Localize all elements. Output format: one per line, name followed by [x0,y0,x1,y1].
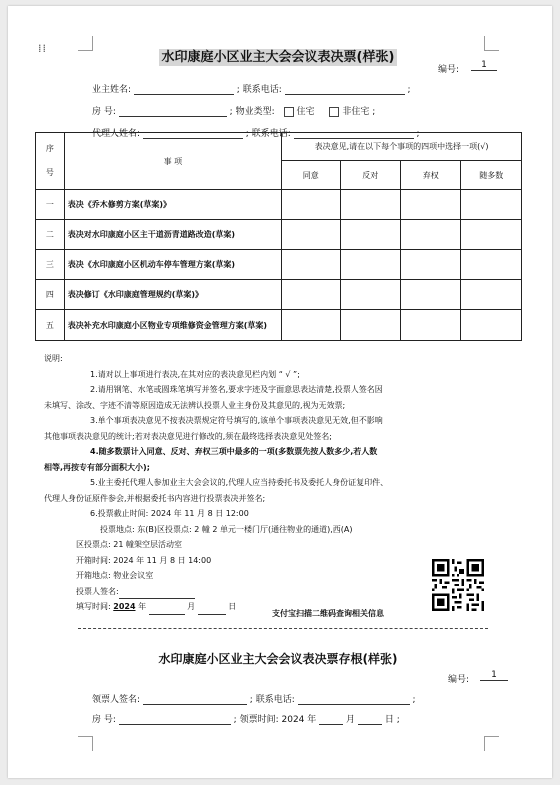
row-item: 表决修订《水印康庭管理规约(草案)》 [64,280,281,310]
vote-cell-agree[interactable] [282,190,340,220]
vote-cell-majority[interactable] [461,250,522,280]
notes-heading: 说明: [44,354,63,363]
note-3a: 3.单个事项表决意见不按表决票规定符号填写的,该单个事项表决意见无效,但不影响 [90,416,383,425]
vote-cell-majority[interactable] [461,220,522,250]
voter-sign-label: 投票人签名: [76,586,119,596]
vote-cell-majority[interactable] [461,190,522,220]
stub-day-unit: 日 [384,715,394,725]
vote-cell-agree[interactable] [282,310,340,341]
vote-cell-oppose[interactable] [340,280,400,310]
table-row [36,250,522,280]
note-2b: 未填写、涂改、字迹不清等原因造成无法辨认投票人业主身份及其意见的,视为无效票; [44,400,346,410]
stub-number-value: 1 [480,670,508,681]
stub-receiver-label: 领票人签名: [92,695,141,705]
voting-table [35,132,522,341]
stub-number-label: 编号: [448,675,470,685]
row-seq: 五 [36,310,65,341]
ballot-title: 水印康庭小区业主大会会议表决票(样张) [128,46,428,65]
qr-caption: 支付宝扫描二维码查询相关信息 [272,609,384,618]
room-row: 房 号: ; 物业类型: 住宅 非住宅 ; [92,107,376,117]
items-header: 事 项 [64,133,281,190]
row-seq: 四 [36,280,65,310]
agent-name-label: 代理人姓名: [92,129,141,139]
residential-label: 住宅 [296,107,315,117]
owner-name-field[interactable] [134,85,234,95]
note-3b: 其他事项表决意见的统计;若对表决意见进行修改的,须在最终选择表决意见处签名; [44,431,332,441]
vote-cell-oppose[interactable] [340,310,400,341]
tear-line [78,628,488,629]
vote-cell-oppose[interactable] [340,220,400,250]
row-seq: 二 [36,220,65,250]
stub-room-field[interactable] [119,715,231,725]
stub-room-row: 房 号: ; 领票时间: 2024 年 月 日 ; [92,715,400,725]
vote-location-a: 投票地点: 东(B)区投票点: 2 幢 2 单元一楼门厅(通往物业的通道),西(A) [100,524,353,534]
stub-month-unit: 月 [346,715,356,725]
vote-cell-oppose[interactable] [340,250,400,280]
fill-time-label: 填写时间: [76,602,111,611]
fill-time-month-field[interactable] [149,605,185,615]
vote-cell-majority[interactable] [461,280,522,310]
note-4b: 相等,再按专有部分面积大小); [44,462,150,472]
fill-time-year: 2024 [113,602,136,611]
stub-room-label: 房 号: [92,715,116,725]
non-residential-label: 非住宅 [342,107,370,117]
stub-receiver-row: 领票人签名: ; 联系电话: ; [92,695,416,705]
agent-contact-phone-label: 联系电话: [251,129,291,139]
stub-title: 水印康庭小区业主大会会议表决票存根(样张) [158,652,398,666]
note-5b: 代理人身份证原件参会,并根据委托书内容进行投票表决并签名; [44,493,266,503]
vote-cell-agree[interactable] [282,250,340,280]
number-value: 1 [471,60,497,71]
note-2a: 2.请用钢笔、水笔或圆珠笔填写并签名,要求字迹及字面意思表达清楚,投票人签名因 [90,385,383,394]
owner-row: 业主姓名: ; 联系电话: ; [92,85,411,95]
open-place: 开箱地点: 物业会议室 [76,571,154,580]
contact-phone-field[interactable] [285,85,405,95]
fill-time-day-unit: 日 [228,602,237,611]
opinion-header: 表决意见,请在以下每个事项的四项中选择一项(√) [282,133,522,161]
table-row [36,280,522,310]
fill-time-year-unit: 年 [138,602,147,611]
option-follow-majority: 随多数 [461,161,522,190]
stub-day-field[interactable] [358,715,382,725]
stub-contact-phone-field[interactable] [298,695,410,705]
vote-cell-abstain[interactable] [400,250,460,280]
fill-time-day-field[interactable] [198,605,226,615]
non-residential-checkbox[interactable] [329,107,339,117]
note-4a: 4.随多数票计入同意、反对、弃权三项中最多的一项(多数票先按人数多少,若人数 [90,447,378,456]
option-agree: 同意 [282,161,340,190]
vote-location-b: 区投票点: 21 幢架空层活动室 [76,540,182,549]
open-time: 开箱时间: 2024 年 11 月 8 日 14:00 [76,555,212,565]
note-1: 1.请对以上事项进行表决,在其对应的表决意见栏内划 “ √ ”; [90,369,300,379]
owner-name-label: 业主姓名: [92,85,132,95]
table-row [36,310,522,341]
row-item: 表决对水印康庭小区主干道沥青道路改造(草案) [64,220,281,250]
margin-corner-bottom-left [78,736,93,751]
vote-cell-majority[interactable] [461,310,522,341]
option-abstain: 弃权 [400,161,460,190]
vote-cell-abstain[interactable] [400,310,460,341]
seq-header: 序 号 [36,133,65,190]
room-field[interactable] [119,107,227,117]
row-item: 表决《水印康庭小区机动车停车管理方案(草案) [64,250,281,280]
agent-row: 代理人姓名: ; 联系电话: ; [92,129,420,139]
row-item: 表决补充水印康庭小区物业专项维修资金管理方案(草案) [64,310,281,341]
vote-deadline: 6.投票截止时间: 2024 年 11 月 8 日 12:00 [90,509,249,518]
stub-receive-time-label: 领票时间: [239,715,279,725]
stub-receiver-field[interactable] [143,695,247,705]
number-label: 编号: [438,65,460,75]
margin-corner-bottom-right [484,736,499,751]
vote-cell-abstain[interactable] [400,220,460,250]
stub-contact-phone-label: 联系电话: [255,695,295,705]
property-type-label: 物业类型: [235,107,275,117]
stub-month-field[interactable] [319,715,343,725]
vote-cell-abstain[interactable] [400,280,460,310]
margin-corner-top-left [78,36,93,51]
note-5a: 5.业主委托代理人参加业主大会会议的,代理人应当持委托书及委托人身份证复印件、 [90,478,389,487]
vote-cell-abstain[interactable] [400,190,460,220]
voter-sign-field[interactable] [119,589,195,599]
row-item: 表决《乔木修剪方案(草案)》 [64,190,281,220]
row-seq: 三 [36,250,65,280]
margin-corner-top-right [484,36,499,51]
row-seq: 一 [36,190,65,220]
residential-checkbox[interactable] [284,107,294,117]
stub-year-unit: 年 [307,715,317,725]
vote-cell-agree[interactable] [282,280,340,310]
vote-cell-agree[interactable] [282,220,340,250]
stub-year: 2024 [281,715,305,725]
table-row [36,220,522,250]
document-page [8,6,552,778]
table-row [36,190,522,220]
option-oppose: 反对 [340,161,400,190]
qr-code-icon [432,559,484,611]
room-label: 房 号: [92,107,116,117]
contact-phone-label: 联系电话: [242,85,282,95]
fill-time-month-unit: 月 [187,602,196,611]
vote-cell-oppose[interactable] [340,190,400,220]
table-move-handle-icon[interactable]: ⁞⁞ [38,42,47,55]
